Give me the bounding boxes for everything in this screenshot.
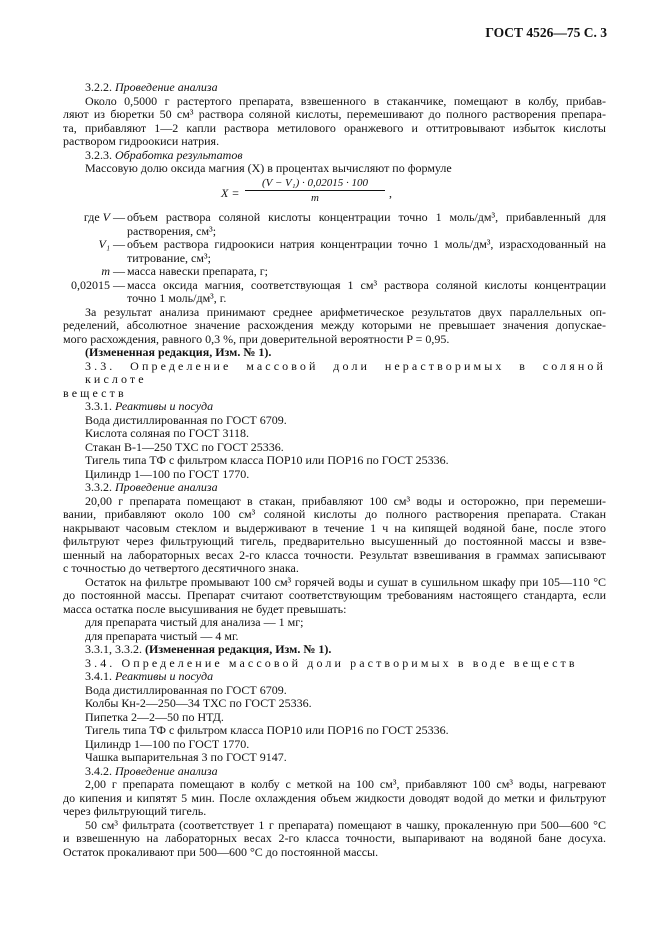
text-line: Тигель типа ТФ с фильтром класса ПОР10 или ПОР16 по ГОСТ 25336.	[85, 453, 449, 467]
definition-symbol: V₁	[98, 237, 110, 251]
definition	[63, 279, 606, 293]
text-line: вании, прибавляют около 100 см³ соляной кислоты до полного растворения препарата. Стакан	[63, 507, 606, 521]
page-header: ГОСТ 4526—75 С. 3	[485, 25, 607, 40]
text-line: для препарата чистый для анализа — 1 мг;	[85, 615, 304, 629]
definition-symbol: m	[101, 264, 110, 278]
subheading-title: Проведение анализа	[115, 480, 218, 494]
sections-continued	[63, 211, 606, 859]
text-line: шенный на лабораторных весах 2-го класса точности. Результат взвешивания в граммах записывают	[63, 547, 606, 562]
definition-prefix: 0,02015	[71, 277, 110, 292]
text-line: 50 см³ фильтрата (соответствует 1 г препарата) помещают в чашку, прокаленную при 500—600 °С	[85, 817, 606, 832]
subheading	[63, 765, 606, 779]
definition-text: масса навески препарата, г;	[127, 264, 268, 278]
formula-numerator: (V − V₁) · 0,02015 · 100	[261, 176, 369, 189]
subheading	[63, 149, 606, 163]
text-line: Цилиндр 1—100 по ГОСТ 1770.	[85, 466, 250, 481]
text-line: до кипения и кипятят 5 мин. После охлаждения объем жидкости доводят водой до метки и фильтруют	[63, 790, 606, 805]
subheading-number: 3.3.2.	[85, 480, 115, 494]
text-line: Тигель типа ТФ с фильтром класса ПОР10 или ПОР16 по ГОСТ 25336.	[85, 723, 449, 737]
definition-dash: —	[110, 237, 125, 251]
subheading-title: Проведение анализа	[115, 763, 218, 778]
definition	[63, 265, 606, 279]
definition-label	[63, 265, 125, 279]
section-heading: 3.3. Определение массовой доли нерастворимых в соляной кислоте	[85, 358, 606, 386]
section-heading: 3.4. Определение массовой доли растворимых в воде веществ	[85, 655, 578, 670]
amendment-text: (Измененная редакция, Изм. № 1).	[145, 642, 332, 656]
text-line: через фильтрующий тигель.	[63, 804, 207, 818]
text-line: Цилиндр 1—100 по ГОСТ 1770.	[85, 736, 250, 751]
subheading-title: Обработка результатов	[115, 147, 243, 162]
definition-dash: —	[110, 264, 125, 278]
formula-fraction	[245, 176, 385, 205]
definition-dash: —	[110, 277, 125, 292]
text-line: с точностью до четвертого десятичного знака.	[63, 561, 299, 575]
definition-text: объем раствора соляной кислоты концентрации точно 1 моль/дм³, прибавленный для	[127, 210, 606, 224]
text-line: накрывают часовым стеклом и выдерживают в течение 1 ч на кипящей водяной бане, после этого	[63, 520, 606, 535]
definition-label	[63, 238, 125, 252]
text-line: для препарата чистый — 4 мг.	[85, 628, 239, 643]
definition	[63, 238, 606, 252]
subheading	[63, 400, 606, 414]
text-line: Около 0,5000 г растертого препарата, взвешенного в стаканчике, помещают в колбу, прибав-	[85, 93, 606, 108]
definition-label	[63, 211, 125, 225]
section-3-2-2	[63, 81, 606, 176]
section-heading: веществ	[63, 385, 127, 400]
subheading-title: Проведение анализа	[115, 80, 218, 94]
text-line: и взвешенную на лабораторных весах 2-го класса точности, выпаривают на водяной бане досуха.	[63, 831, 606, 845]
subheading-title: Реактивы и посуда	[115, 399, 214, 413]
formula-lhs: X =	[221, 185, 240, 200]
text-line: фильтруют через фильтрующий тигель, предварительно высушенный до постоянной массы и взве-	[63, 534, 606, 548]
amendment-note	[63, 643, 606, 657]
amendment-ref: 3.3.1, 3.3.2.	[85, 642, 145, 656]
definition-continuation: титрование, см³;	[127, 250, 211, 265]
text-line: Массовую долю оксида магния (X) в процентах вычисляют по формуле	[85, 161, 452, 175]
text-line: масса остатка после высушивания не будет превышать:	[63, 601, 347, 616]
definition-text: масса оксида магния, соответствующая 1 см³ раствора соляной кислоты концентрации	[127, 277, 606, 292]
text-line: За результат анализа принимают среднее арифметическое результатов двух параллельных оп-	[85, 304, 606, 319]
text-line: Колбы Кн-2—250—34 ТХС по ГОСТ 25336.	[85, 696, 312, 710]
text-line: Пипетка 2—2—50 по НТД.	[85, 709, 224, 724]
formula-comma: ,	[389, 185, 392, 200]
text-line: Чашка выпарительная 3 по ГОСТ 9147.	[85, 750, 287, 764]
text-line: 20,00 г препарата помещают в стакан, прибавляют 100 см³ воды и осторожно, при перемеши-	[85, 493, 606, 508]
text-line: Вода дистиллированная по ГОСТ 6709.	[85, 682, 287, 697]
definition-continuation: растворения, см³;	[127, 223, 217, 238]
definition-text: объем раствора гидроокиси натрия концентрации точно 1 моль/дм³, израсходованный на	[127, 237, 606, 251]
subheading-title: Реактивы и посуда	[115, 669, 214, 683]
text-line: мого расхождения, равного 0,3 %, при доверительной вероятности P = 0,95.	[63, 331, 450, 346]
text-line: до постоянной массы. Препарат считают соответствующим требованиям настоящего стандарта, если	[63, 588, 606, 602]
document-body	[63, 81, 606, 859]
definition-dash: —	[110, 210, 125, 224]
text-line: Вода дистиллированная по ГОСТ 6709.	[85, 412, 287, 427]
formula	[63, 176, 606, 212]
subheading	[63, 81, 606, 95]
subheading	[63, 670, 606, 684]
text-line: Остаток прокаливают при 500—600 °С до постоянной массы.	[63, 844, 379, 859]
definition-label	[63, 279, 125, 293]
amendment-note	[63, 346, 606, 360]
text-line: раствором гидроокиси натрия.	[63, 134, 220, 148]
amendment-text: (Измененная редакция, Изм. № 1).	[85, 345, 272, 359]
text-line: Стакан В-1—250 ТХС по ГОСТ 25336.	[85, 439, 284, 454]
subheading-number: 3.2.3.	[85, 147, 115, 162]
subheading-number: 3.4.2.	[85, 763, 115, 778]
text-line: Остаток на фильтре промывают 100 см³ горячей воды и сушат в сушильном шкафу при 105—110 °С	[85, 574, 606, 589]
subheading	[63, 481, 606, 495]
definition-symbol: V	[102, 210, 110, 224]
subheading-number: 3.4.1.	[85, 669, 115, 683]
formula-denominator: m	[311, 191, 319, 204]
text-line: та, прибавляют 1—2 капли раствора метилового оранжевого и оттитровывают избыток кислоты	[63, 120, 606, 135]
text-line: Кислота соляная по ГОСТ 3118.	[85, 426, 250, 440]
text-line: 2,00 г препарата помещают в колбу с меткой на 100 см³, прибавляют 100 см³ воды, нагревают	[85, 777, 606, 791]
definition-prefix: где	[83, 210, 103, 224]
definition-continuation: точно 1 моль/дм³, г.	[127, 291, 227, 305]
text-line: ределений, абсолютное значение расхождения между которыми не превышает значения допускае-	[63, 318, 606, 332]
subheading-number: 3.3.1.	[85, 399, 115, 413]
subheading-number: 3.2.2.	[85, 80, 115, 94]
definition	[63, 211, 606, 225]
text-line: ляют из бюретки 50 см³ раствора соляной кислоты, перемешивают до полного растворения препара-	[63, 107, 606, 121]
